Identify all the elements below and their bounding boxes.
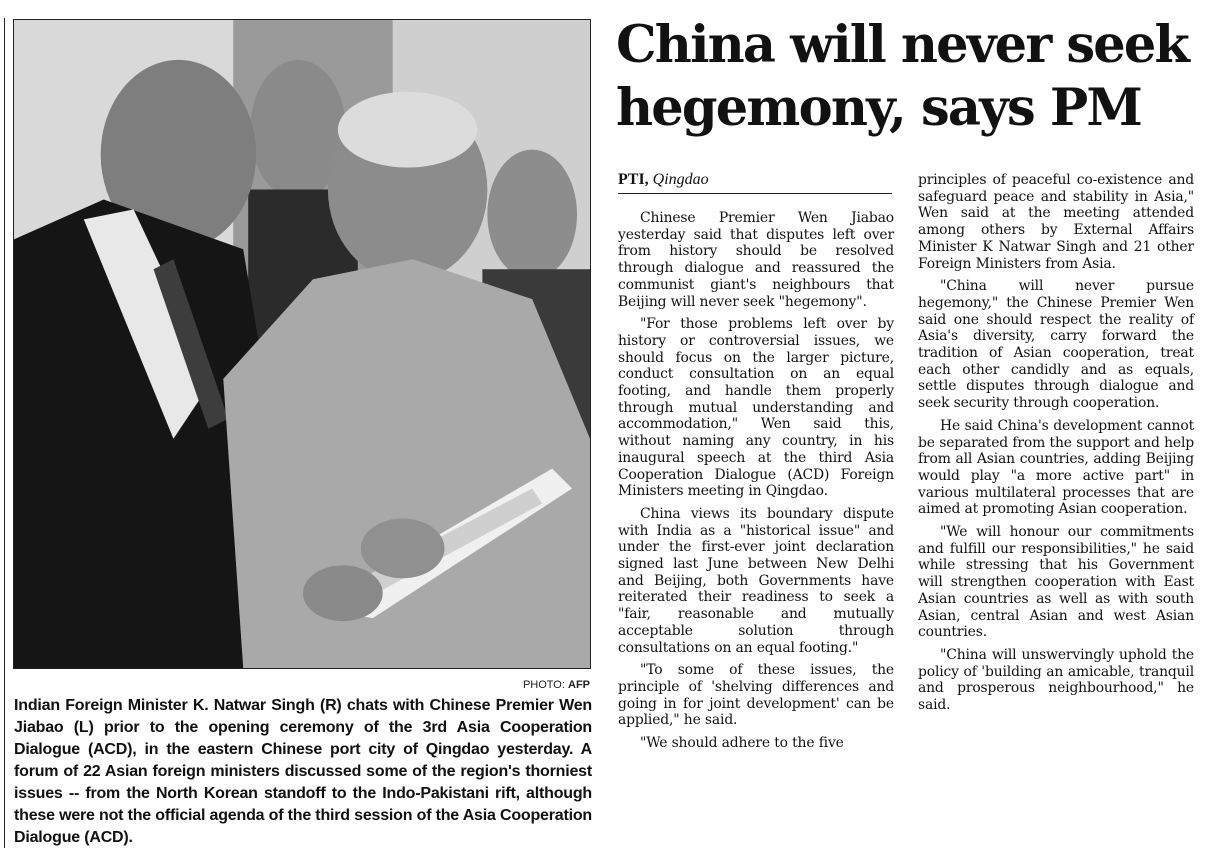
byline — [618, 171, 892, 194]
paragraph: "For those problems left over by history or controversial issues, we should focus on the larger picture, conduct consultation on an equal footing, and handle them properly through mutual understanding and accommodation," Wen said this, without naming any country, in his inaugural speech at the third Asia Cooperation Dialogue (ACD) Foreign Ministers meeting in Qingdao. — [618, 316, 894, 500]
byline-place: Qingdao — [652, 171, 709, 188]
photo-illustration — [14, 20, 590, 668]
paragraph: "We will honour our commitments and fulfill our responsibilities," he said while stressing that his Government will strengthen cooperation with East Asian countries as well as with south Asian, central Asian and west Asian countries. — [918, 524, 1194, 641]
paragraph: China views its boundary dispute with India as a "historical issue" and under the first-ever joint declaration signed last June between New Delhi and Beijing, both Governments have reiterated their readiness to seek a "fair, reasonable and mutually acceptable solution through consultations on an equal footing." — [618, 505, 894, 656]
article-column-1 — [618, 210, 894, 758]
headline: China will never seek hegemony, says PM — [616, 15, 1189, 138]
paragraph: Chinese Premier Wen Jiabao yesterday said that disputes left over from history should be resolved through dialogue and reassured the communist giant's neighbours that Beijing will never seek "hegemony". — [618, 210, 894, 310]
paragraph: principles of peaceful co-existence and safeguard peace and stability in Asia," Wen said at the meeting attended among others by External Affairs Minister K Natwar Singh and 21 other Foreign Ministers from Asia. — [918, 172, 1194, 272]
paragraph: He said China's development cannot be separated from the support and help from all Asian countries, adding Beijing would play "a more active part" in various multilateral processes that are aimed at promoting Asian cooperation. — [918, 417, 1194, 518]
paragraph: "We should adhere to the five — [640, 735, 844, 752]
photo-caption: Indian Foreign Minister K. Natwar Singh (R) chats with Chinese Premier Wen Jiabao (L) prior to the opening ceremony of the 3rd Asia Cooperation Dialogue (ACD), in the eastern Chinese port city of Qingdao yesterday. A forum of 22 Asian foreign ministers discussed some of the region's thorniest issues -- from the North Korean standoff to the Indo-Pakistani rift, although these were not the official agenda of the third session of the Asia Cooperation Dialogue (ACD). — [14, 697, 592, 846]
article-column-2 — [918, 172, 1194, 720]
paragraph: "China will never pursue hegemony," the Chinese Premier Wen said one should respect the reality of Asia's diversity, carry forward the tradition of Asian cooperation, treat each other candidly and as equals, settle disputes through dialogue and seek security through cooperation. — [918, 278, 1194, 412]
paragraph: "China will unswervingly uphold the policy of 'building an amicable, tranquil and prosperous neighbourhood," he said. — [918, 646, 1194, 714]
photo-credit — [500, 679, 590, 691]
photo-credit-source: AFP — [568, 679, 590, 691]
photo-credit-label: PHOTO: — [522, 679, 565, 691]
page-left-rule — [4, 18, 5, 848]
paragraph: "To some of these issues, the principle of 'shelving differences and going in for joint development' can be applied," he said. — [618, 662, 894, 729]
news-photo — [13, 19, 591, 669]
byline-agency: PTI, — [618, 171, 649, 188]
